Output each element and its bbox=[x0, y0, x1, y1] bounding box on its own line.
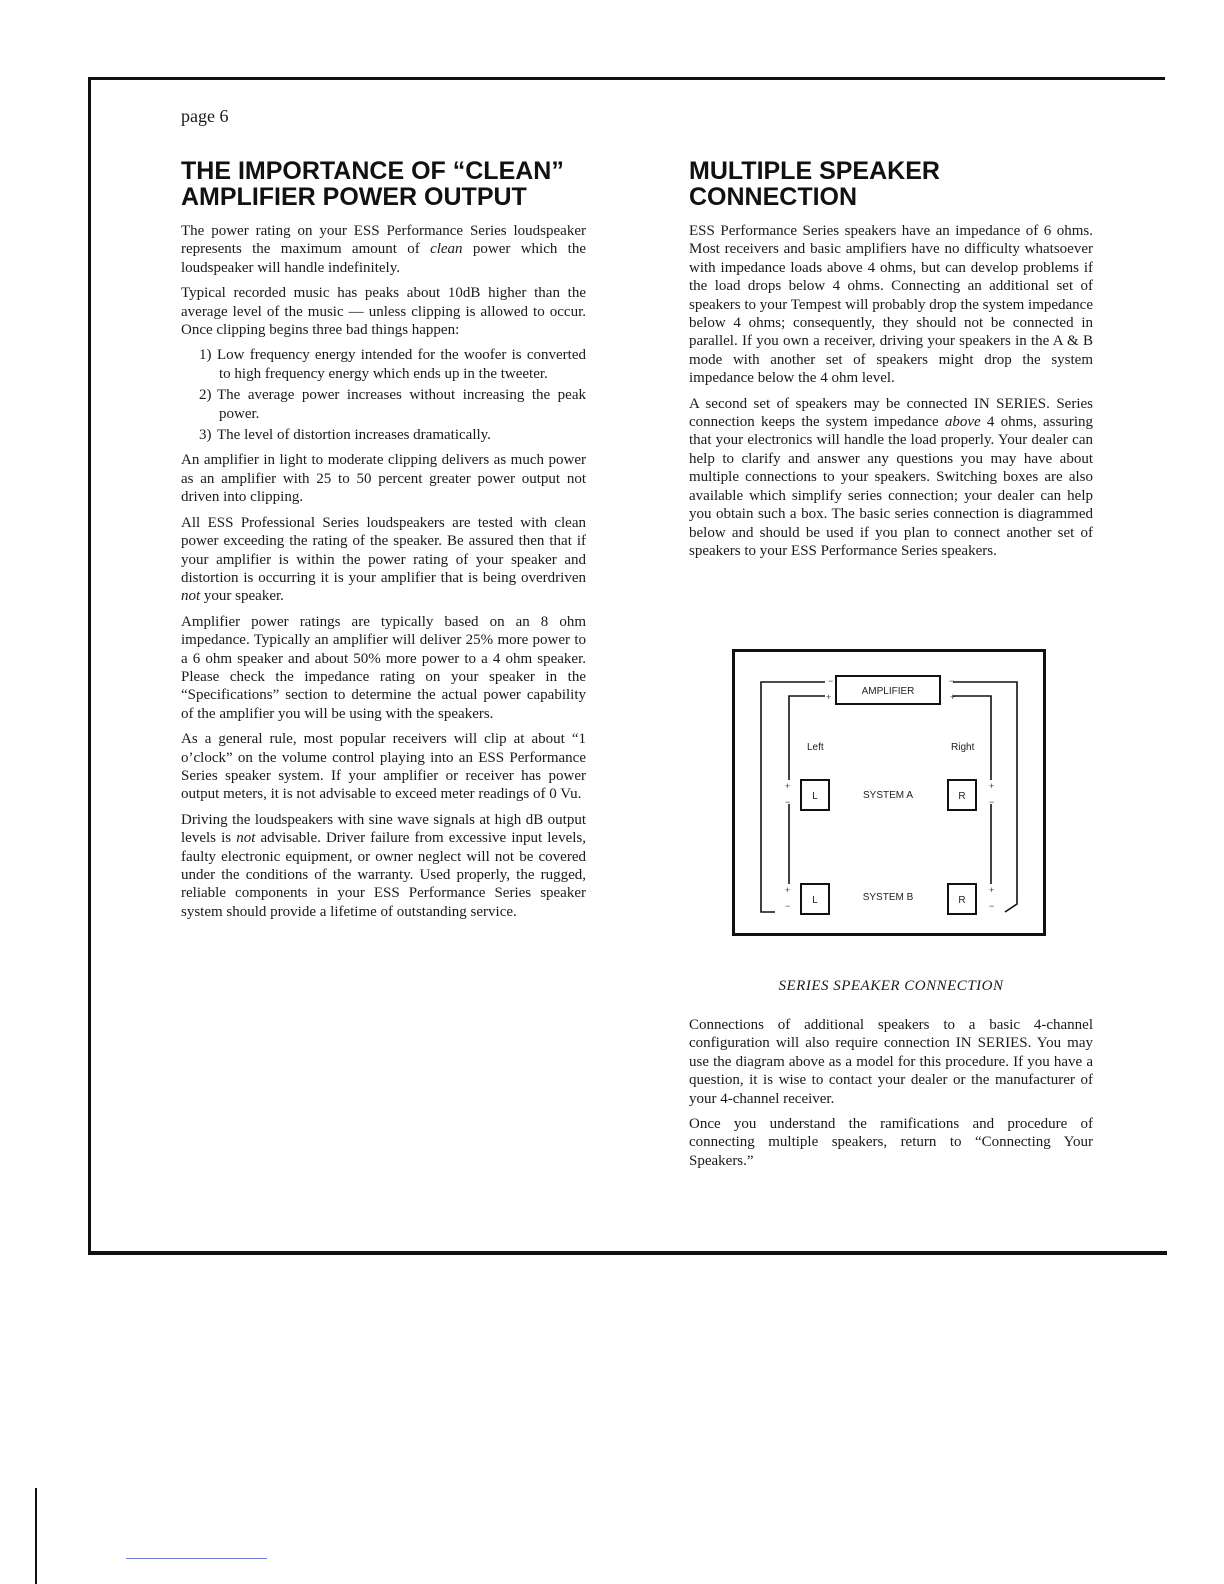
speaker-l-label: L bbox=[812, 791, 818, 802]
left-channel-label: Left bbox=[807, 742, 824, 753]
speaker-r-label: R bbox=[958, 791, 966, 802]
a-right-minus: − bbox=[989, 797, 995, 807]
margin-stub-line bbox=[35, 1488, 37, 1584]
heading-line-1: THE IMPORTANCE OF “CLEAN” bbox=[181, 157, 564, 185]
right-channel-label: Right bbox=[951, 742, 975, 753]
multiple-speaker-heading bbox=[689, 158, 1093, 210]
speaker-r-label: R bbox=[958, 895, 966, 906]
left-rule bbox=[88, 77, 91, 1255]
paragraph: Amplifier power ratings are typically based on an 8 ohm impedance. Typically an amplifier will deliver 25% more power to a 6 ohm speaker and about 50% more power to a 4 ohm speaker. Please check the impedance rating on your speaker in the “Specifications” section to determine the actual power capability of the amplifier you will be using with the speakers. bbox=[181, 613, 586, 722]
amplifier-label: AMPLIFIER bbox=[861, 686, 915, 697]
amp-right-minus: − bbox=[949, 676, 955, 686]
right-column-lower bbox=[689, 1016, 1093, 1177]
page-number: page 6 bbox=[181, 106, 229, 126]
a-left-plus: + bbox=[785, 781, 791, 791]
heading-line-2: CONNECTION bbox=[689, 183, 858, 211]
a-right-plus: + bbox=[989, 781, 995, 791]
a-left-minus: − bbox=[785, 797, 791, 807]
amp-left-plus: + bbox=[826, 692, 832, 702]
system-a-label: SYSTEM A bbox=[862, 790, 914, 801]
list-item: 2) The average power increases without increasing the peak power. bbox=[199, 387, 586, 422]
amp-right-plus: + bbox=[950, 692, 956, 702]
diagram-svg bbox=[735, 652, 1043, 933]
list-item: 3) The level of distortion increases dramatically. bbox=[199, 427, 491, 444]
right-inner-wire-a bbox=[953, 696, 991, 780]
right-column bbox=[689, 158, 1093, 567]
paragraph: All ESS Professional Series loudspeakers are tested with clean power exceeding the rating of the speaker. Be assured then that if your amplifier is within the power rating of your speaker and distortion is occurring it is your amplifier that is being overdriven not your speaker. bbox=[181, 514, 586, 605]
b-left-minus: − bbox=[785, 901, 791, 911]
left-inner-wire-a bbox=[789, 696, 825, 780]
footer-link-underline bbox=[126, 1558, 267, 1559]
series-connection-diagram bbox=[732, 649, 1046, 936]
heading-line-2: AMPLIFIER POWER OUTPUT bbox=[181, 183, 527, 211]
paragraph: As a general rule, most popular receivers will clip at about “1 o’clock” on the volume control playing into an ESS Performance Series speaker system. If your amplifier or receiver has power output meters, it is not advisable to exceed meter readings of 0 Vu. bbox=[181, 731, 586, 803]
system-b-label: SYSTEM B bbox=[862, 892, 914, 903]
paragraph: A second set of speakers may be connected IN SERIES. Series connection keeps the system impedance above 4 ohms, assuring that your electronics will handle the load properly. Your dealer can help to clarify and answer any questions you may have about multiple connections to your speakers. Switching boxes are also available which simplify series connection; your dealer can help you obtain such a box. The basic series connection is diagrammed below and should be used if you plan to connect another set of speakers to your ESS Performance Series speakers. bbox=[689, 395, 1093, 559]
clipping-effects-list bbox=[181, 346, 586, 444]
top-rule bbox=[88, 77, 1165, 80]
left-column bbox=[181, 158, 586, 928]
speaker-l-label: L bbox=[812, 895, 818, 906]
list-item: 1) Low frequency energy intended for the woofer is converted to high frequency energy which ends up in the tweeter. bbox=[199, 347, 586, 382]
b-right-minus: − bbox=[989, 901, 995, 911]
paragraph: Connections of additional speakers to a basic 4-channel configuration will also require connection IN SERIES. You may use the diagram above as a model for this procedure. If you have a question, it is wise to contact your dealer or the manufacturer of your 4-channel receiver. bbox=[689, 1017, 1093, 1107]
heading-line-1: MULTIPLE SPEAKER bbox=[689, 157, 940, 185]
bottom-rule bbox=[88, 1251, 1167, 1255]
b-left-plus: + bbox=[785, 885, 791, 895]
paragraph: ESS Performance Series speakers have an impedance of 6 ohms. Most receivers and basic amplifiers have no difficulty whatsoever with impedance loads above 4 ohms, but can develop problems if the load drops below 4 ohms. Connecting an additional set of speakers to your Tempest will probably drop the system impedance below 4 ohms; consequently, they should not be connected in parallel. If you own a receiver, driving your speakers in the A & B mode with another set of speakers might drop the system impedance below the 4 ohm level. bbox=[689, 223, 1093, 387]
clean-power-heading bbox=[181, 158, 586, 210]
paragraph: An amplifier in light to moderate clipping delivers as much power as an amplifier with 25 to 50 percent greater power output not driven into clipping. bbox=[181, 452, 586, 506]
paragraph: Driving the loudspeakers with sine wave signals at high dB output levels is not advisable. Driver failure from excessive input levels, faulty electronic equipment, or owner neglect will not be covered under the conditions of the warranty. Used properly, the rugged, reliable components in your ESS Performance Series speaker system should provide a lifetime of outstanding service. bbox=[181, 811, 586, 920]
paragraph: The power rating on your ESS Performance Series loudspeaker represents the maximum amount of clean power which the loudspeaker will handle indefinitely. bbox=[181, 223, 587, 276]
amp-left-minus: − bbox=[828, 676, 834, 686]
paragraph: Typical recorded music has peaks about 10dB higher than the average level of the music — unless clipping is allowed to occur. Once clipping begins three bad things happen: bbox=[181, 285, 586, 339]
b-right-plus: + bbox=[989, 885, 995, 895]
paragraph: Once you understand the ramifications and procedure of connecting multiple speakers, return to “Connecting Your Speakers.” bbox=[689, 1116, 1093, 1169]
diagram-caption: SERIES SPEAKER CONNECTION bbox=[778, 978, 1004, 994]
